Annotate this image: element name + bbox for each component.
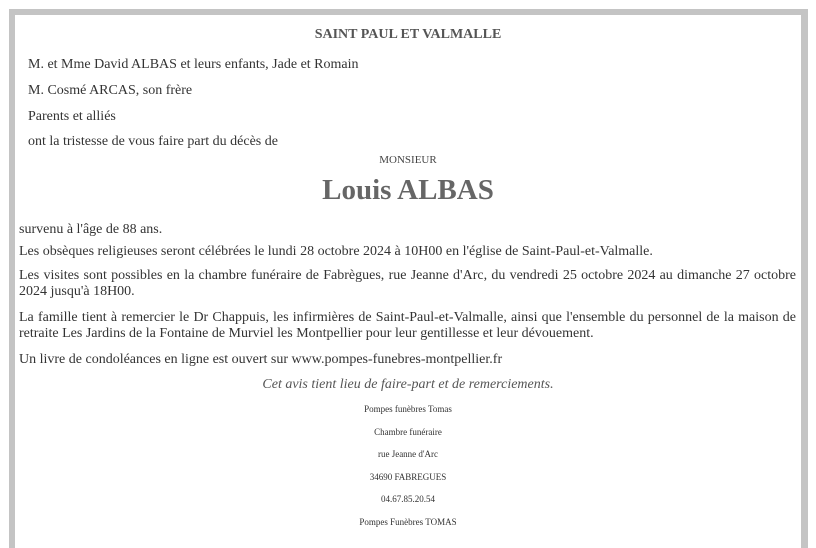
death-notice <box>15 15 801 548</box>
contact-line: 04.67.85.20.54 <box>381 494 435 504</box>
funeral-paragraph: Les obsèques religieuses seront célébrées le lundi 28 octobre 2024 à 10H00 en l'église de Saint-Paul-et-Valmalle. <box>19 244 653 259</box>
honorific: MONSIEUR <box>379 154 437 166</box>
family-line: M. et Mme David ALBAS et leurs enfants, Jade et Romain <box>28 57 359 72</box>
family-line: M. Cosmé ARCAS, son frère <box>28 83 193 98</box>
contact-line: Pompes Funèbres TOMAS <box>359 517 457 527</box>
family-line: Parents et alliés <box>28 109 116 124</box>
contact-line: rue Jeanne d'Arc <box>377 449 439 459</box>
condolences-paragraph: Un livre de condoléances en ligne est ouvert sur www.pompes-funebres-montpellier.fr <box>19 352 503 367</box>
visits-paragraph: Les visites sont possibles en la chambre funéraire de Fabrègues, rue Jeanne d'Arc, du vendredi 25 octobre 2024 au dimanche 27 octobre 2024 jusqu'à 18H00. <box>19 268 796 299</box>
thanks-paragraph: La famille tient à remercier le Dr Chappuis, les infirmières de Saint-Paul-et-Valmalle, ainsi que l'ensemble du personnel de la maison de retraite Les Jardins de la Fontaine de Murviel les Montpellier pour leur gentillesse et leur dévouement. <box>19 310 796 341</box>
deceased-name: Louis ALBAS <box>322 174 494 206</box>
contact-line: 34690 FABREGUES <box>369 472 447 482</box>
closing-note: Cet avis tient lieu de faire-part et de remerciements. <box>262 377 554 392</box>
contact-line: Pompes funèbres Tomas <box>364 404 452 414</box>
age-paragraph: survenu à l'âge de 88 ans. <box>19 222 163 237</box>
notice-frame <box>9 9 808 548</box>
notice-location-title: SAINT PAUL ET VALMALLE <box>314 27 502 42</box>
family-line: ont la tristesse de vous faire part du décès de <box>28 134 278 149</box>
contact-line: Chambre funéraire <box>374 427 442 437</box>
